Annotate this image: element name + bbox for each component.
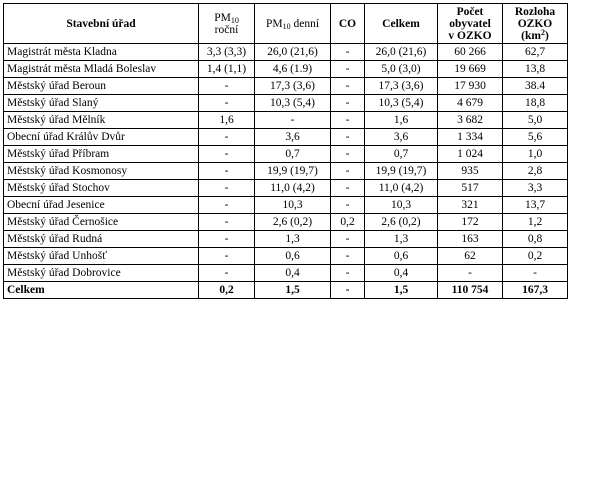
- table-row: [4, 265, 568, 282]
- cell-population: 62: [438, 248, 503, 265]
- cell-area: 38.4: [503, 78, 568, 95]
- cell-total: 5,0 (3,0): [365, 61, 438, 78]
- cell-pm10-annual: -: [199, 78, 255, 95]
- cell-pm10-annual: -: [199, 163, 255, 180]
- cell-total: 1,3: [365, 231, 438, 248]
- cell-pm10-daily: 0,4: [255, 265, 331, 282]
- cell-authority: Městský úřad Stochov: [4, 180, 199, 197]
- cell-population: 172: [438, 214, 503, 231]
- cell-co: -: [331, 146, 365, 163]
- cell-pm10-daily: 3,6: [255, 129, 331, 146]
- cell-pm10-annual: -: [199, 129, 255, 146]
- cell-co: -: [331, 44, 365, 61]
- cell-authority: Městský úřad Unhošť: [4, 248, 199, 265]
- cell-area: -: [503, 265, 568, 282]
- cell-pm10-daily: 10,3 (5,4): [255, 95, 331, 112]
- cell-area-total: 167,3: [503, 282, 568, 299]
- cell-pm10-daily: 4,6 (1.9): [255, 61, 331, 78]
- cell-population: -: [438, 265, 503, 282]
- header-population: Počet obyvatel v OZKO: [438, 4, 503, 44]
- cell-co: -: [331, 180, 365, 197]
- cell-authority: Městský úřad Slaný: [4, 95, 199, 112]
- cell-co: -: [331, 129, 365, 146]
- cell-authority: Magistrát města Mladá Boleslav: [4, 61, 199, 78]
- cell-area: 13,7: [503, 197, 568, 214]
- cell-area: 0,2: [503, 248, 568, 265]
- cell-pm10-annual: -: [199, 214, 255, 231]
- cell-co: -: [331, 95, 365, 112]
- cell-pm10-daily: 19,9 (19,7): [255, 163, 331, 180]
- cell-co: -: [331, 265, 365, 282]
- cell-area: 13,8: [503, 61, 568, 78]
- cell-co: -: [331, 231, 365, 248]
- cell-area: 2,8: [503, 163, 568, 180]
- cell-co: -: [331, 61, 365, 78]
- cell-pm10-annual: -: [199, 95, 255, 112]
- cell-pm10-daily: 0,6: [255, 248, 331, 265]
- cell-pm10-daily: -: [255, 112, 331, 129]
- cell-population: 3 682: [438, 112, 503, 129]
- cell-authority: Městský úřad Beroun: [4, 78, 199, 95]
- cell-population: 517: [438, 180, 503, 197]
- table-row: [4, 214, 568, 231]
- cell-total: 11,0 (4,2): [365, 180, 438, 197]
- cell-total: 0,4: [365, 265, 438, 282]
- cell-co: -: [331, 248, 365, 265]
- table-row: [4, 231, 568, 248]
- cell-pm10-daily: 17,3 (3,6): [255, 78, 331, 95]
- table-row: [4, 95, 568, 112]
- cell-authority: Městský úřad Kosmonosy: [4, 163, 199, 180]
- cell-population-total: 110 754: [438, 282, 503, 299]
- cell-pm10-annual: -: [199, 146, 255, 163]
- cell-pm10-daily: 2,6 (0,2): [255, 214, 331, 231]
- cell-population: 1 024: [438, 146, 503, 163]
- cell-total: 26,0 (21,6): [365, 44, 438, 61]
- header-authority: Stavební úřad: [4, 4, 199, 44]
- cell-total: 10,3 (5,4): [365, 95, 438, 112]
- cell-pm10-annual: -: [199, 265, 255, 282]
- table-row: [4, 180, 568, 197]
- cell-area: 62,7: [503, 44, 568, 61]
- table-header-row: [4, 4, 568, 44]
- header-pm10-annual: $PM_{10}$ roční: [199, 4, 255, 44]
- cell-authority: Městský úřad Příbram: [4, 146, 199, 163]
- cell-co: -: [331, 197, 365, 214]
- cell-population: 17 930: [438, 78, 503, 95]
- header-pm10-daily: $PM_{10}$ denní: [255, 4, 331, 44]
- cell-area: 1,2: [503, 214, 568, 231]
- table-row: [4, 44, 568, 61]
- cell-pm10-daily: 1,3: [255, 231, 331, 248]
- cell-co: -: [331, 112, 365, 129]
- cell-area: 0,8: [503, 231, 568, 248]
- header-co: CO: [331, 4, 365, 44]
- document-page: [3, 3, 568, 299]
- cell-area: 5,0: [503, 112, 568, 129]
- cell-authority: Městský úřad Mělník: [4, 112, 199, 129]
- cell-pm10-annual-total: 0,2: [199, 282, 255, 299]
- header-total: Celkem: [365, 4, 438, 44]
- cell-population: 19 669: [438, 61, 503, 78]
- cell-pm10-annual: -: [199, 197, 255, 214]
- cell-pm10-annual: -: [199, 231, 255, 248]
- cell-population: 60 266: [438, 44, 503, 61]
- table-row: [4, 248, 568, 265]
- cell-authority: Obecní úřad Králův Dvůr: [4, 129, 199, 146]
- cell-authority: Městský úřad Rudná: [4, 231, 199, 248]
- cell-population: 321: [438, 197, 503, 214]
- cell-population: 163: [438, 231, 503, 248]
- cell-population: 935: [438, 163, 503, 180]
- cell-pm10-annual: 1,6: [199, 112, 255, 129]
- table-row: [4, 112, 568, 129]
- cell-total: 0,7: [365, 146, 438, 163]
- table-row: [4, 146, 568, 163]
- cell-total: 17,3 (3,6): [365, 78, 438, 95]
- cell-authority: Magistrát města Kladna: [4, 44, 199, 61]
- cell-area: 18,8: [503, 95, 568, 112]
- cell-pm10-annual: -: [199, 180, 255, 197]
- cell-co: -: [331, 78, 365, 95]
- table-row: [4, 78, 568, 95]
- header-area: Rozloha OZKO $(km^2)$: [503, 4, 568, 44]
- table-row: [4, 129, 568, 146]
- cell-total: 2,6 (0,2): [365, 214, 438, 231]
- cell-authority: Městský úřad Černošice: [4, 214, 199, 231]
- cell-area: 1,0: [503, 146, 568, 163]
- cell-total: 3,6: [365, 129, 438, 146]
- cell-co: -: [331, 163, 365, 180]
- cell-co-total: -: [331, 282, 365, 299]
- cell-pm10-daily: 26,0 (21,6): [255, 44, 331, 61]
- table-row: [4, 61, 568, 78]
- cell-total: 0,6: [365, 248, 438, 265]
- cell-area: 5,6: [503, 129, 568, 146]
- cell-pm10-daily: 11,0 (4,2): [255, 180, 331, 197]
- cell-total: 10,3: [365, 197, 438, 214]
- cell-area: 3,3: [503, 180, 568, 197]
- cell-authority: Městský úřad Dobrovice: [4, 265, 199, 282]
- cell-authority-total: Celkem: [4, 282, 199, 299]
- table-total-row: [4, 282, 568, 299]
- cell-authority: Obecní úřad Jesenice: [4, 197, 199, 214]
- cell-pm10-daily: 0,7: [255, 146, 331, 163]
- cell-pm10-daily-total: 1,5: [255, 282, 331, 299]
- table-row: [4, 197, 568, 214]
- cell-total: 19,9 (19,7): [365, 163, 438, 180]
- cell-total-total: 1,5: [365, 282, 438, 299]
- cell-population: 1 334: [438, 129, 503, 146]
- cell-co: 0,2: [331, 214, 365, 231]
- cell-pm10-annual: 1,4 (1,1): [199, 61, 255, 78]
- cell-pm10-annual: 3,3 (3,3): [199, 44, 255, 61]
- cell-pm10-annual: -: [199, 248, 255, 265]
- cell-total: 1,6: [365, 112, 438, 129]
- table-row: [4, 163, 568, 180]
- cell-pm10-daily: 10,3: [255, 197, 331, 214]
- cell-population: 4 679: [438, 95, 503, 112]
- ozko-table: [3, 3, 568, 299]
